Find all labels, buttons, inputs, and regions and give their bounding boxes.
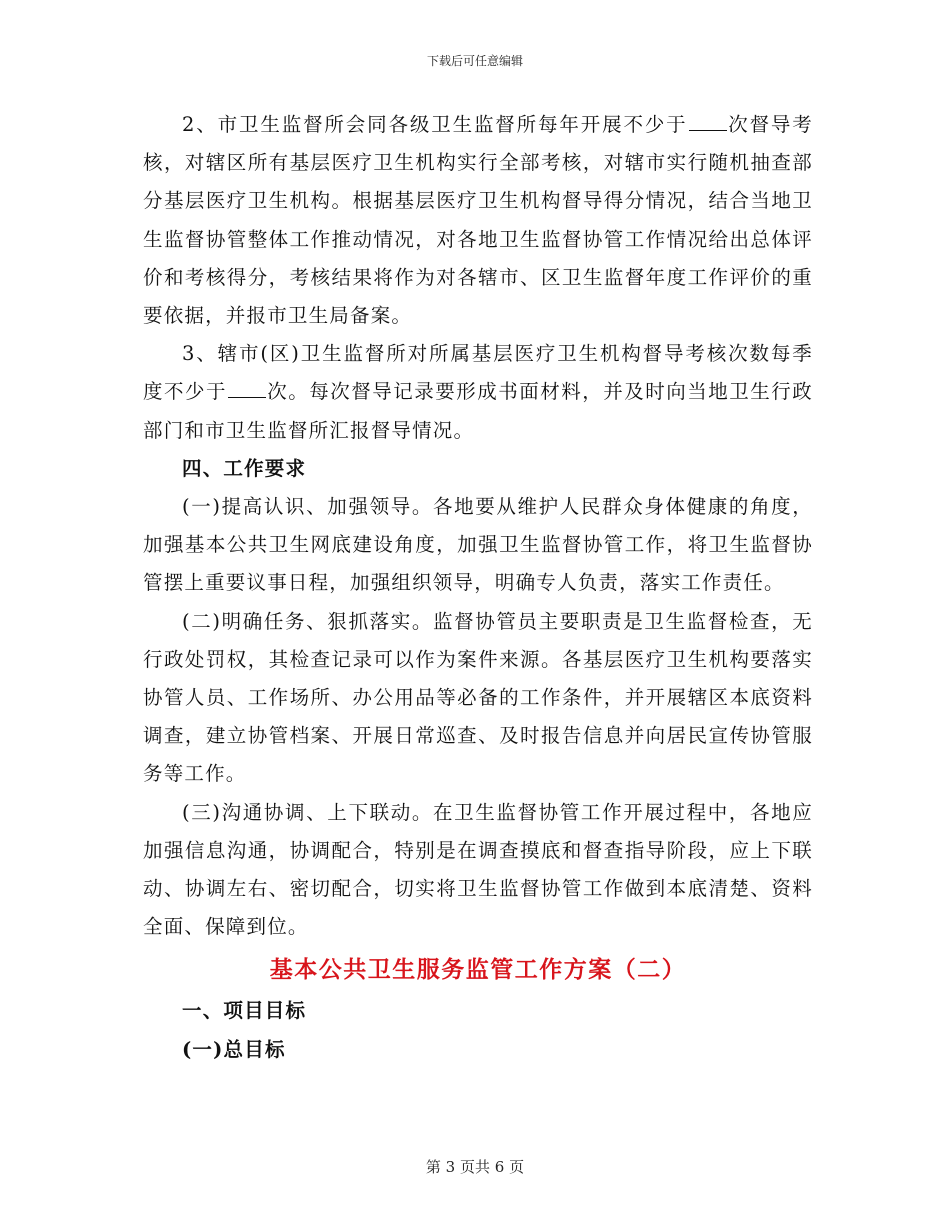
paragraph-requirement-1: (一)提高认识、加强领导。各地要从维护人民群众身体健康的角度，加强基本公共卫生网底建设角度，加强卫生监督协管工作，将卫生监督协管摆上重要议事日程，加强组织领导，明确专人负责，落实工作责任。 [143, 495, 813, 595]
paragraph-text: 次督导考核，对辖区所有基层医疗卫生机构实行全部考核，对辖市实行随机抽查部分基层医疗卫生机构。根据基层医疗卫生机构督导得分情况，结合当地卫生监督协管整体工作推动情况，对各地卫生监督协管工作情况给出总体评价和考核得分，考核结果将作为对各辖市、区卫生监督年度工作评价的重要依据，并报市卫生局备案。 [143, 113, 813, 328]
paragraph-text: 2、市卫生监督所会同各级卫生监督所每年开展不少于 [182, 113, 688, 136]
paragraph-item-2 [143, 106, 813, 335]
document-body [143, 106, 813, 1069]
fill-in-blank [689, 108, 727, 131]
paragraph-item-3 [143, 335, 813, 450]
section-heading-work-requirements: 四、工作要求 [182, 456, 307, 480]
paragraph-text: 3、辖市(区)卫生监督所对所属基层医疗卫生机构督导考核次数每季度不少于 [143, 342, 813, 404]
paragraph-requirement-3: (三)沟通协调、上下联动。在卫生监督协管工作开展过程中，各地应加强信息沟通，协调配合，特别是在调查摸底和督查指导阶段，应上下联动、协调左右、密切配合，切实将卫生监督协管工作做到本底清楚、资料全面、保障到位。 [143, 800, 813, 939]
document-title: 基本公共卫生服务监管工作方案（二） [269, 956, 687, 984]
subsection-heading-overall-goal: (一)总目标 [182, 1037, 286, 1061]
page-header: 下载后可任意编辑 [426, 54, 523, 68]
page-footer: 第 3 页共 6 页 [425, 1158, 525, 1176]
fill-in-blank [228, 375, 266, 398]
paragraph-requirement-2: (二)明确任务、狠抓落实。监督协管员主要职责是卫生监督检查，无行政处罚权，其检查记录可以作为案件来源。各基层医疗卫生机构要落实协管人员、工作场所、办公用品等必备的工作条件，并开展辖区本底资料调查，建立协管档案、开展日常巡查、及时报告信息并向居民宣传协管服务等工作。 [143, 609, 813, 786]
section-heading-project-goals: 一、项目目标 [182, 999, 307, 1023]
paragraph-text: 次。每次督导记录要形成书面材料，并及时向当地卫生行政部门和市卫生监督所汇报督导情况。 [143, 380, 813, 442]
